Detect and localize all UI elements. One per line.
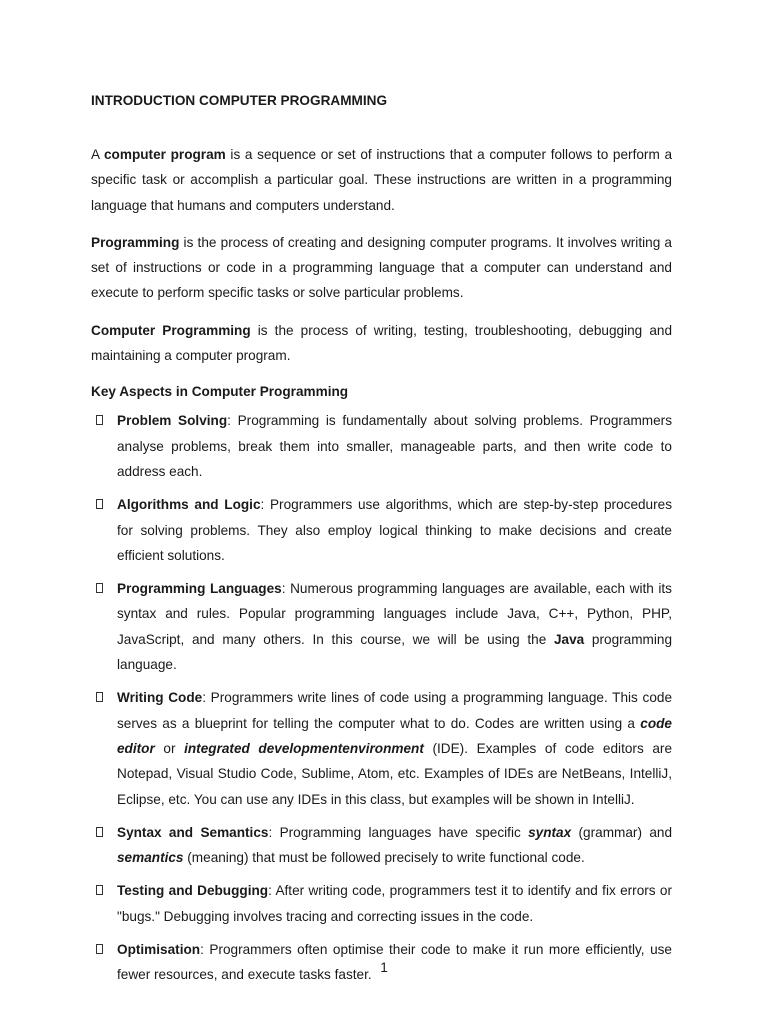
aspect-text: : Programmers write lines of code using a programming language. This code serves as a blueprint for telling the computer what to do. Codes are written using a — [117, 690, 673, 731]
paragraph-computer-programming — [91, 318, 672, 369]
term-computer-programming: Computer Programming — [91, 322, 251, 338]
aspect-text: : Programming is fundamentally about solving problems. Programmers analyse problems, break them into smaller, manageable parts, and then write code to address each. — [117, 413, 672, 479]
aspect-text: (grammar) and — [571, 824, 672, 840]
list-item-testing-debugging — [91, 878, 672, 929]
term-ide: integrated developmentenvironment — [184, 740, 424, 756]
paragraph-text: is the process of creating and designing computer programs. It involves writing a set of instructions or code in a programming language that a computer can understand and execute to perform specific tasks or solve particular problems. — [91, 234, 672, 301]
paragraph-prefix: A — [91, 147, 104, 162]
term-semantics: semantics — [117, 850, 184, 866]
bullet-box-icon — [96, 692, 103, 702]
term-code-editor: code editor — [117, 715, 672, 756]
aspect-text: programming language. — [117, 631, 673, 673]
aspect-text: (meaning) that must be followed precisely to write functional code. — [183, 850, 585, 866]
aspect-text: : Programmers use algorithms, which are step-by-step procedures for solving problems. They also employ logical thinking to make decisions and create efficient solutions. — [117, 497, 673, 563]
aspect-text: : After writing code, programmers test it to identify and fix errors or "bugs." Debugging involves tracing and correcting issues in the code. — [117, 883, 672, 924]
aspect-term: Writing Code — [117, 690, 203, 706]
aspect-text: : Programmers often optimise their code to make it run more efficiently, use fewer resources, and execute tasks faster. — [117, 942, 672, 983]
bullet-box-icon — [96, 827, 103, 837]
term-syntax: syntax — [528, 824, 572, 840]
aspect-text: : Numerous programming languages are available, each with its syntax and rules. Popular programming languages include Java, C++, Python, PHP, JavaScript, and many others. In this course, we will be using the — [117, 581, 672, 647]
paragraph-text: is a sequence or set of instructions that a computer follows to perform a specific task or accomplish a particular goal. These instructions are written in a programming language that humans and computers understand. — [91, 147, 672, 213]
term-computer-program: computer program — [104, 147, 226, 162]
aspect-text: (IDE). Examples of code editors are Notepad, Visual Studio Code, Sublime, Atom, etc. Examples of IDEs are NetBeans, IntelliJ, Eclipse, etc. You can use any IDEs in this class, but examples will be shown in IntelliJ. — [117, 740, 673, 807]
aspect-text: or — [154, 740, 185, 756]
list-item-writing-code — [91, 685, 672, 811]
list-item-syntax-semantics — [91, 820, 672, 871]
aspect-text: : Programming languages have specific — [268, 824, 529, 840]
key-aspects-list — [91, 408, 672, 987]
paragraph-programming — [91, 230, 672, 306]
aspect-term: Testing and Debugging — [117, 883, 269, 899]
list-item-algorithms-logic — [91, 492, 672, 568]
bullet-box-icon — [96, 415, 103, 425]
aspect-term: Programming Languages — [117, 581, 282, 597]
bullet-box-icon — [96, 885, 103, 895]
paragraph-computer-program — [91, 142, 672, 218]
page-number: 1 — [380, 960, 388, 975]
list-item-problem-solving — [91, 408, 672, 484]
aspect-term: Optimisation — [117, 942, 201, 958]
bullet-box-icon — [96, 499, 103, 509]
page-content — [91, 92, 672, 996]
page-title: INTRODUCTION COMPUTER PROGRAMMING — [91, 93, 388, 108]
term-programming: Programming — [91, 234, 180, 250]
bullet-box-icon — [96, 944, 103, 954]
paragraph-text: is the process of writing, testing, troubleshooting, debugging and maintaining a computer program. — [91, 322, 672, 364]
bullet-box-icon — [96, 583, 103, 593]
aspect-term: Problem Solving — [117, 413, 228, 429]
aspect-term: Algorithms and Logic — [117, 497, 261, 513]
term-java: Java — [553, 631, 585, 647]
section-heading-key-aspects: Key Aspects in Computer Programming — [91, 384, 349, 400]
list-item-programming-languages — [91, 576, 672, 677]
aspect-term: Syntax and Semantics — [117, 824, 269, 840]
